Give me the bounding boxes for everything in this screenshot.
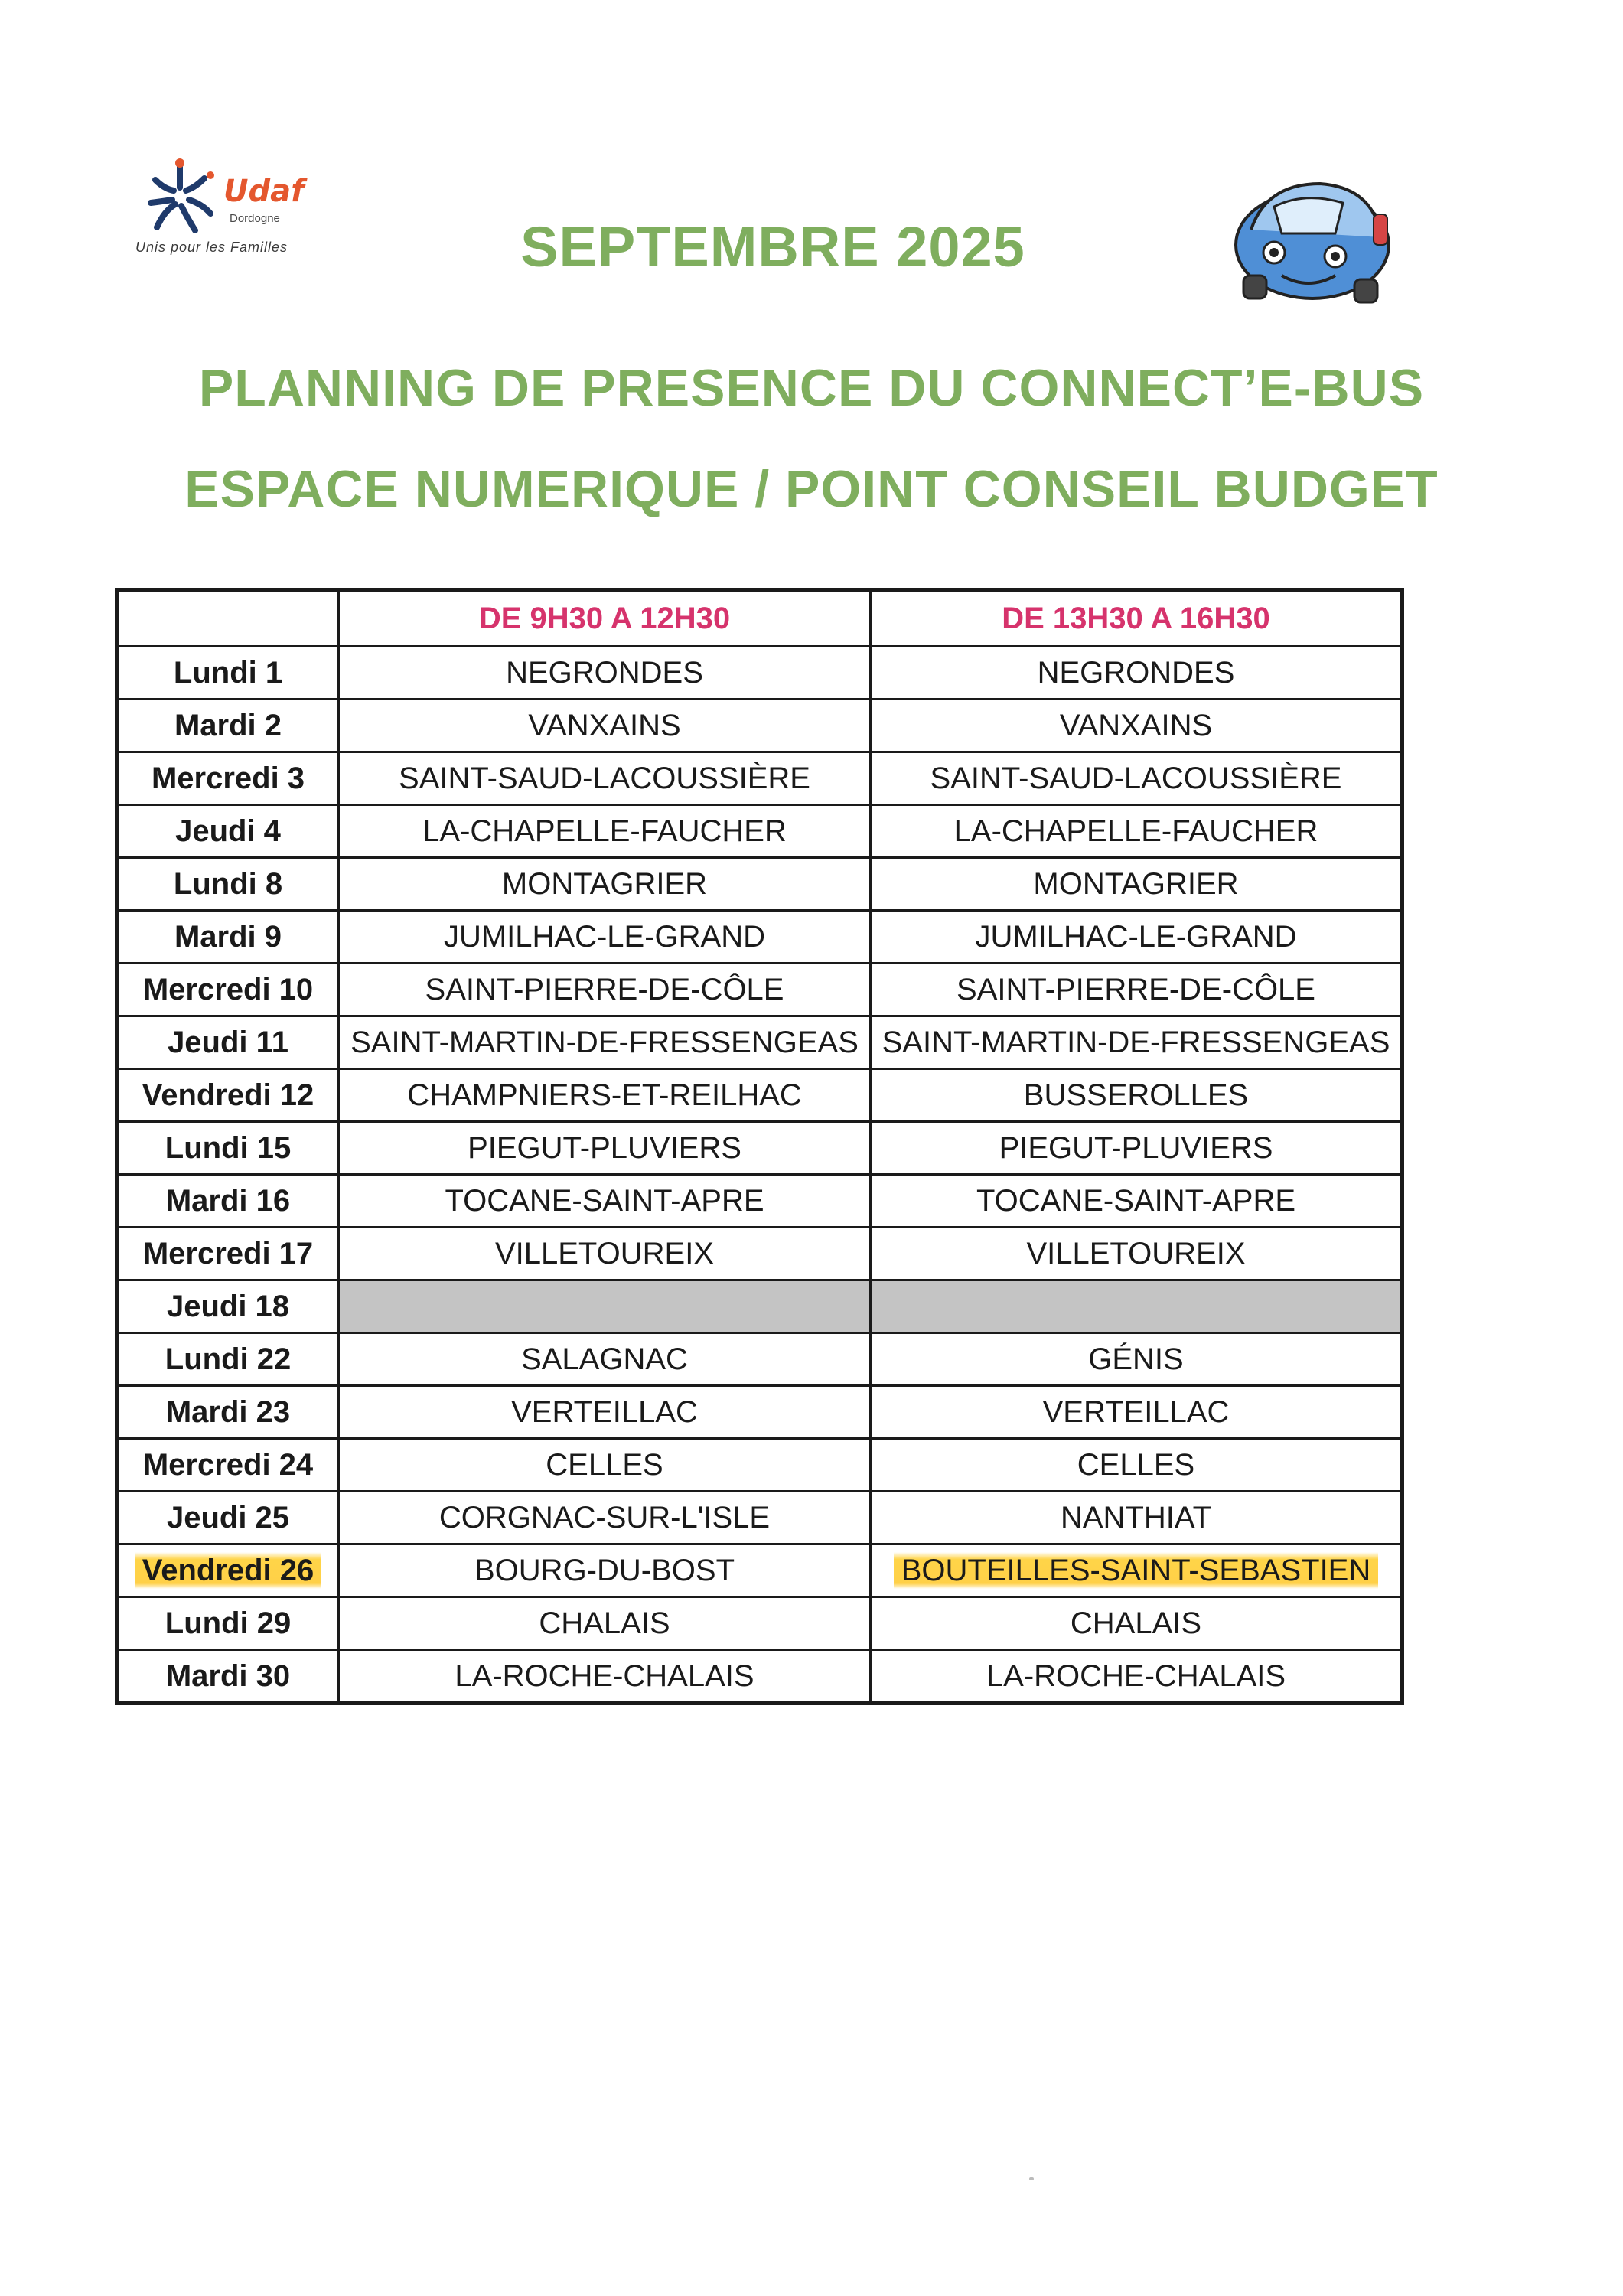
table-row	[117, 964, 1403, 1016]
day-cell	[117, 805, 339, 858]
morning-location-cell: BOURG-DU-BOST	[339, 1544, 871, 1597]
day-label: Jeudi 25	[166, 1500, 290, 1534]
table-row	[117, 1175, 1403, 1228]
day-label: Lundi 22	[165, 1342, 292, 1376]
schedule-table	[115, 588, 1404, 1705]
day-label: Mercredi 17	[142, 1236, 314, 1270]
morning-location-cell: CORGNAC-SUR-L'ISLE	[339, 1492, 871, 1544]
scan-mark	[1029, 2177, 1034, 2180]
afternoon-location-cell	[871, 1544, 1403, 1597]
table-row	[117, 1016, 1403, 1069]
day-cell	[117, 1650, 339, 1704]
afternoon-location-cell: VANXAINS	[871, 700, 1403, 752]
day-cell	[117, 1386, 339, 1439]
column-header-day	[117, 590, 339, 647]
afternoon-location-cell: JUMILHAC-LE-GRAND	[871, 911, 1403, 964]
day-label: Vendredi 26	[135, 1552, 322, 1589]
day-cell	[117, 1492, 339, 1544]
afternoon-location-cell: MONTAGRIER	[871, 858, 1403, 911]
afternoon-location-cell: GÉNIS	[871, 1333, 1403, 1386]
afternoon-location-cell: SAINT-SAUD-LACOUSSIÈRE	[871, 752, 1403, 805]
morning-location-cell: VILLETOUREIX	[339, 1228, 871, 1280]
afternoon-location-cell: CHALAIS	[871, 1597, 1403, 1650]
day-label: Lundi 15	[165, 1130, 292, 1165]
logo-region: Dordogne	[230, 212, 280, 225]
table-row	[117, 1069, 1403, 1122]
afternoon-location-cell: SAINT-MARTIN-DE-FRESSENGEAS	[871, 1016, 1403, 1069]
day-label: Mardi 9	[174, 919, 282, 954]
column-header-morning: DE 9H30 A 12H30	[339, 590, 871, 647]
day-label: Mardi 2	[174, 708, 282, 742]
title-line-1: PLANNING DE PRESENCE DU CONNECT’E-BUS	[198, 359, 1425, 417]
table-row	[117, 911, 1403, 964]
afternoon-location-cell: TOCANE-SAINT-APRE	[871, 1175, 1403, 1228]
day-cell	[117, 1122, 339, 1175]
morning-location-cell: SALAGNAC	[339, 1333, 871, 1386]
table-row	[117, 647, 1403, 700]
afternoon-location-cell: BUSSEROLLES	[871, 1069, 1403, 1122]
day-label: Vendredi 12	[142, 1078, 314, 1112]
table-row	[117, 700, 1403, 752]
afternoon-location-cell: SAINT-PIERRE-DE-CÔLE	[871, 964, 1403, 1016]
day-cell	[117, 858, 339, 911]
morning-location-cell: LA-ROCHE-CHALAIS	[339, 1650, 871, 1704]
table-row	[117, 805, 1403, 858]
morning-location-cell: LA-CHAPELLE-FAUCHER	[339, 805, 871, 858]
day-label: Mardi 23	[165, 1394, 291, 1429]
afternoon-location-cell: VERTEILLAC	[871, 1386, 1403, 1439]
morning-location-cell: CHALAIS	[339, 1597, 871, 1650]
table-row	[117, 1228, 1403, 1280]
morning-location-cell: SAINT-PIERRE-DE-CÔLE	[339, 964, 871, 1016]
morning-location-cell: PIEGUT-PLUVIERS	[339, 1122, 871, 1175]
day-label: Jeudi 18	[166, 1289, 290, 1323]
afternoon-location-cell: VILLETOUREIX	[871, 1228, 1403, 1280]
afternoon-location-cell: NEGRONDES	[871, 647, 1403, 700]
morning-location-cell: MONTAGRIER	[339, 858, 871, 911]
morning-location-cell: NEGRONDES	[339, 647, 871, 700]
day-label: Jeudi 4	[175, 814, 281, 848]
day-cell	[117, 1175, 339, 1228]
day-label: Jeudi 11	[168, 1025, 288, 1059]
day-cell	[117, 700, 339, 752]
afternoon-location-cell: LA-ROCHE-CHALAIS	[871, 1650, 1403, 1704]
table-row	[117, 1333, 1403, 1386]
morning-location-cell: JUMILHAC-LE-GRAND	[339, 911, 871, 964]
day-cell	[117, 1228, 339, 1280]
morning-location-cell: CHAMPNIERS-ET-REILHAC	[339, 1069, 871, 1122]
afternoon-location-cell: CELLES	[871, 1439, 1403, 1492]
afternoon-location-cell	[871, 1280, 1403, 1333]
table-row	[117, 1597, 1403, 1650]
day-label: Mardi 16	[165, 1183, 291, 1218]
month-title: SEPTEMBRE 2025	[520, 215, 1025, 279]
morning-location-cell: VANXAINS	[339, 700, 871, 752]
day-cell	[117, 1016, 339, 1069]
udaf-logo	[134, 157, 325, 272]
day-cell	[117, 1333, 339, 1386]
morning-location-cell: TOCANE-SAINT-APRE	[339, 1175, 871, 1228]
table-row	[117, 858, 1403, 911]
table-row	[117, 1122, 1403, 1175]
day-label: Mardi 30	[165, 1658, 291, 1693]
logo-name: Udaf	[223, 174, 305, 209]
day-label: Mercredi 24	[142, 1447, 314, 1482]
udaf-logo-icon	[134, 157, 226, 241]
day-cell	[117, 964, 339, 1016]
afternoon-location-label: BOUTEILLES-SAINT-SEBASTIEN	[894, 1552, 1379, 1589]
table-row	[117, 752, 1403, 805]
day-label: Mercredi 10	[142, 972, 314, 1006]
table-header-row	[117, 590, 1403, 647]
day-cell	[117, 1597, 339, 1650]
table-row	[117, 1650, 1403, 1704]
day-cell	[117, 1069, 339, 1122]
connect-e-bus-car-icon	[1221, 161, 1404, 314]
day-cell	[117, 1439, 339, 1492]
day-cell	[117, 1544, 339, 1597]
afternoon-location-cell: NANTHIAT	[871, 1492, 1403, 1544]
table-row	[117, 1280, 1403, 1333]
table-row	[117, 1544, 1403, 1597]
morning-location-cell: SAINT-SAUD-LACOUSSIÈRE	[339, 752, 871, 805]
morning-location-cell	[339, 1280, 871, 1333]
morning-location-cell: SAINT-MARTIN-DE-FRESSENGEAS	[339, 1016, 871, 1069]
title-line-2: ESPACE NUMERIQUE / POINT CONSEIL BUDGET	[184, 460, 1439, 518]
column-header-afternoon: DE 13H30 A 16H30	[871, 590, 1403, 647]
table-row	[117, 1386, 1403, 1439]
day-label: Mercredi 3	[151, 761, 305, 795]
day-label: Lundi 8	[173, 866, 283, 901]
day-cell	[117, 911, 339, 964]
schedule-body	[117, 647, 1403, 1704]
morning-location-cell: VERTEILLAC	[339, 1386, 871, 1439]
table-row	[117, 1439, 1403, 1492]
day-cell	[117, 1280, 339, 1333]
day-cell	[117, 752, 339, 805]
afternoon-location-cell: PIEGUT-PLUVIERS	[871, 1122, 1403, 1175]
logo-slogan: Unis pour les Familles	[135, 240, 288, 255]
morning-location-cell: CELLES	[339, 1439, 871, 1492]
day-label: Lundi 29	[165, 1606, 292, 1640]
day-cell	[117, 647, 339, 700]
day-label: Lundi 1	[173, 655, 283, 690]
table-row	[117, 1492, 1403, 1544]
afternoon-location-cell: LA-CHAPELLE-FAUCHER	[871, 805, 1403, 858]
